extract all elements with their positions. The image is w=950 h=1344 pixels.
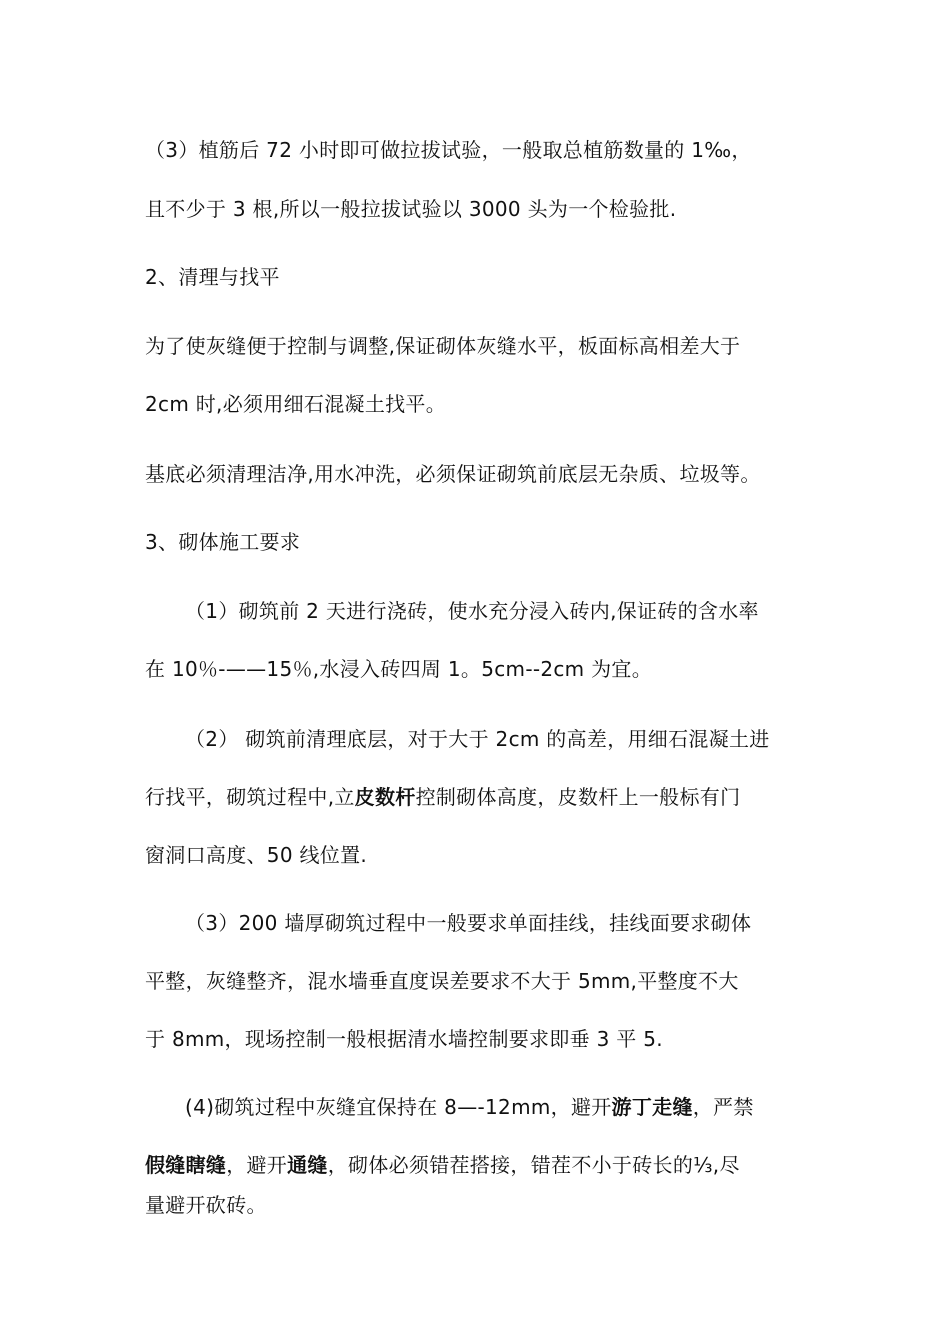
- bold-term: 游丁走缝: [611, 1095, 693, 1119]
- paragraph-line: （2） 砌筑前清理底层，对于大于 2cm 的高差，用细石混凝土进: [185, 727, 770, 751]
- paragraph-line: （3）植筋后 72 小时即可做拉拔试验，一般取总植筋数量的 1‰，: [145, 138, 752, 162]
- bold-term: 假缝瞎缝: [145, 1153, 227, 1177]
- paragraph-line: 为了使灰缝便于控制与调整,保证砌体灰缝水平，板面标高相差大于: [145, 334, 741, 358]
- paragraph-line: 2cm 时,必须用细石混凝土找平。: [145, 392, 447, 416]
- paragraph-line: 于 8mm，现场控制一般根据清水墙控制要求即垂 3 平 5.: [145, 1027, 663, 1051]
- paragraph-line: [145, 784, 740, 810]
- section-heading: 2、清理与找平: [145, 265, 280, 289]
- paragraph-line: 且不少于 3 根,所以一般拉拔试验以 3000 头为一个检验批.: [145, 197, 677, 221]
- bold-term: 皮数杆: [354, 785, 416, 809]
- text-run: (4)砌筑过程中灰缝宜保持在 8—-12mm，避开: [185, 1095, 612, 1119]
- text-run: ，砌体必须错茬搭接，错茬不小于砖长的⅓,尽: [327, 1153, 740, 1177]
- paragraph-line: （1）砌筑前 2 天进行浇砖，使水充分浸入砖内,保证砖的含水率: [185, 599, 759, 623]
- paragraph-line: [145, 1152, 740, 1178]
- paragraph-line: [185, 1094, 754, 1120]
- text-run: ，避开: [226, 1153, 288, 1177]
- paragraph-line: （3）200 墙厚砌筑过程中一般要求单面挂线，挂线面要求砌体: [185, 911, 752, 935]
- paragraph-line: 基底必须清理洁净,用水冲洗，必须保证砌筑前底层无杂质、垃圾等。: [145, 462, 761, 486]
- bold-term: 通缝: [287, 1153, 328, 1177]
- paragraph-line: 在 10％-——15％,水浸入砖四周 1。5cm--2cm 为宜。: [145, 657, 653, 681]
- section-heading: 3、砌体施工要求: [145, 530, 301, 554]
- paragraph-line: 平整，灰缝整齐，混水墙垂直度误差要求不大于 5mm,平整度不大: [145, 969, 739, 993]
- paragraph-line: 量避开砍砖。: [145, 1193, 267, 1217]
- text-run: ，严禁: [692, 1095, 754, 1119]
- text-run: 行找平，砌筑过程中,立: [145, 785, 355, 809]
- text-run: 控制砌体高度，皮数杆上一般标有门: [415, 785, 741, 809]
- paragraph-line: 窗洞口高度、50 线位置.: [145, 843, 368, 867]
